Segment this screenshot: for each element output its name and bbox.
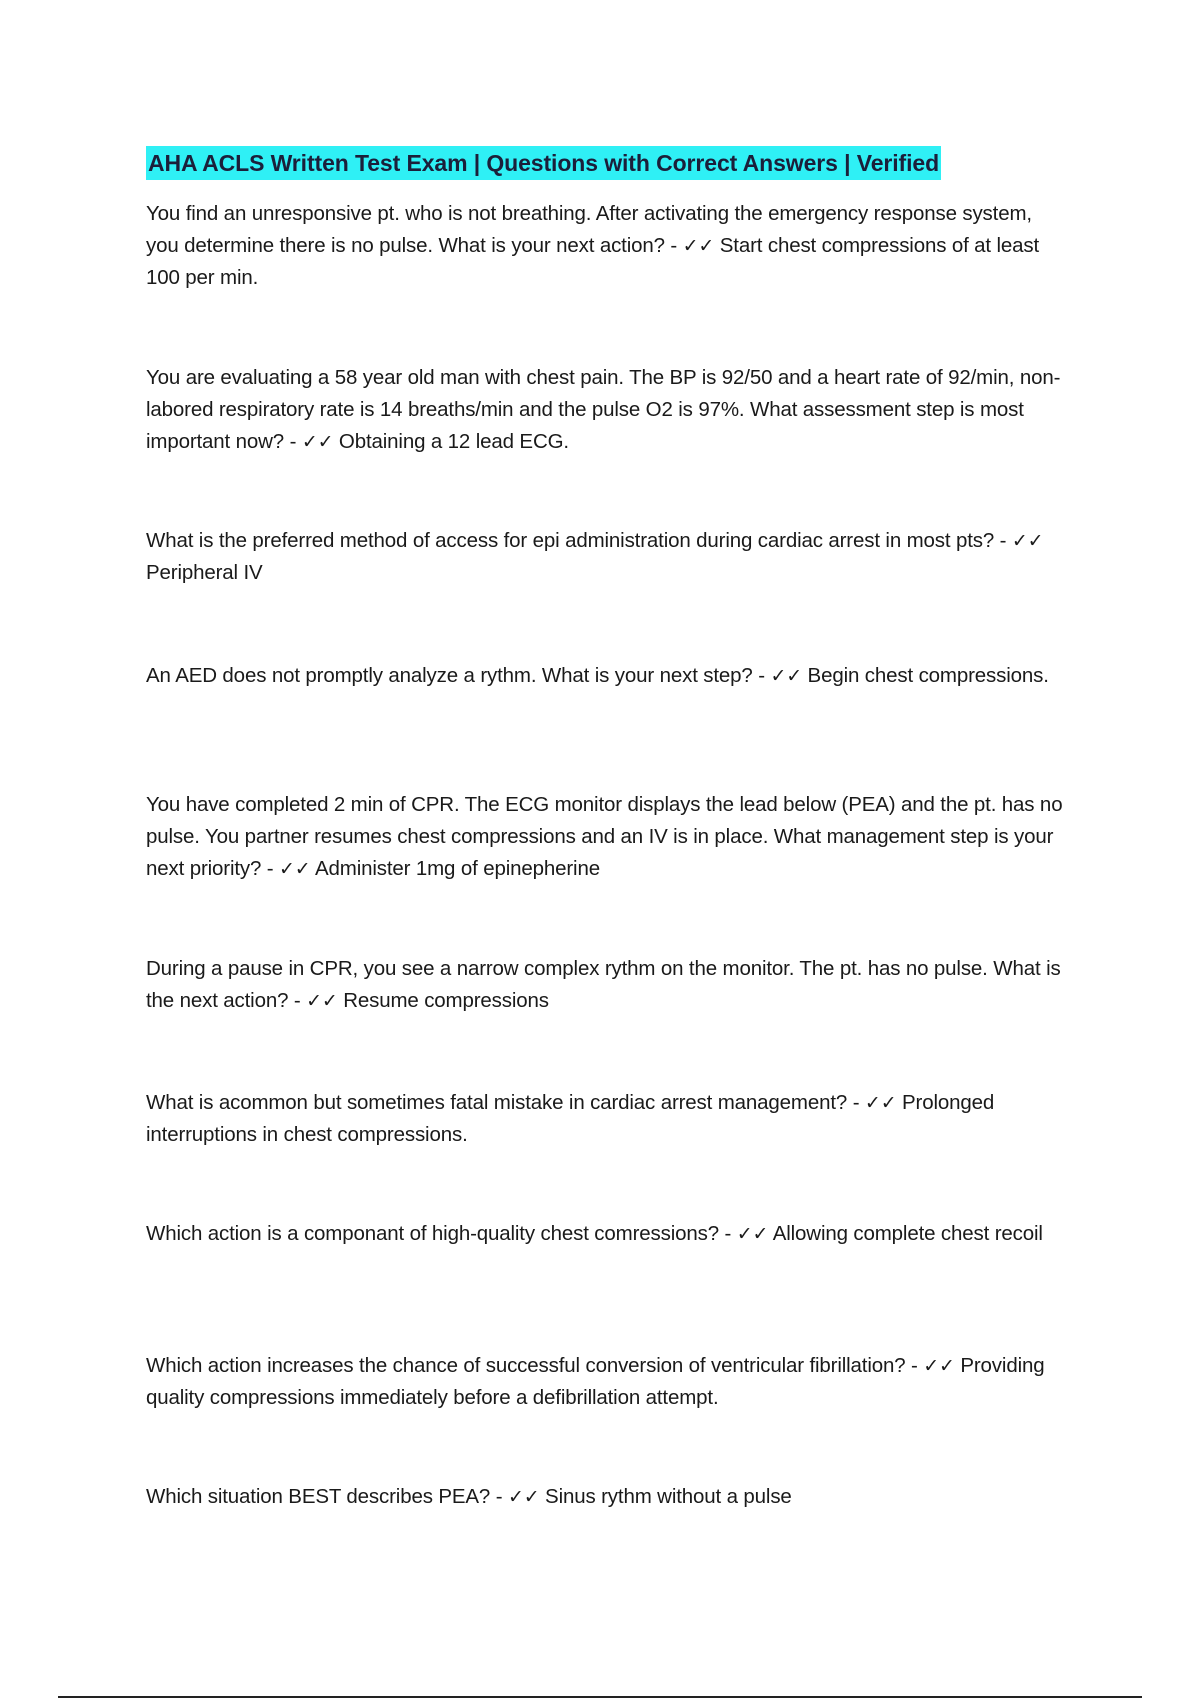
answer-text: Start chest compressions of at least 100 per min. (146, 234, 1040, 289)
answer-text: Allowing complete chest recoil (772, 1222, 1043, 1245)
question-text: You find an unresponsive pt. who is not breathing. After activating the emergency response system, you determine there is no pulse. What is your next action? - (146, 202, 1032, 257)
qa-item-3 (146, 525, 1066, 589)
qa-item-4 (146, 660, 1066, 692)
question-text: Which situation BEST describes PEA? - (146, 1485, 503, 1508)
question-text: What is the preferred method of access for epi administration during cardiac arrest in most pts? - (146, 529, 1007, 552)
qa-item-9 (146, 1350, 1066, 1414)
answer-text: Resume compressions (343, 989, 549, 1012)
qa-item-1 (146, 198, 1066, 294)
question-text: You are evaluating a 58 year old man with chest pain. The BP is 92/50 and a heart rate of 92/min, non-labored respiratory rate is 14 breaths/min and the pulse O2 is 97%. What assessment step is most important now? - (146, 366, 1061, 453)
document-title: AHA ACLS Written Test Exam | Questions with Correct Answers | Verified (146, 146, 941, 180)
check-icon: ✓✓ (507, 1486, 540, 1508)
check-icon: ✓✓ (301, 431, 334, 453)
qa-item-8 (146, 1218, 1066, 1250)
answer-text: Sinus rythm without a pulse (545, 1485, 792, 1508)
answer-text: Administer 1mg of epinepherine (315, 857, 600, 880)
check-icon: ✓✓ (770, 665, 802, 687)
answer-text: Providing quality compressions immediately before a defibrillation attempt. (146, 1354, 1045, 1409)
qa-item-5 (146, 789, 1066, 885)
check-icon: ✓✓ (864, 1092, 897, 1114)
question-text: During a pause in CPR, you see a narrow complex rythm on the monitor. The pt. has no pulse. What is the next action? - (146, 957, 1061, 1012)
check-icon: ✓✓ (279, 858, 311, 880)
question-text: You have completed 2 min of CPR. The ECG monitor displays the lead below (PEA) and the pt. has no pulse. You partner resumes chest compressions and an IV is in place. What management step is your next priority? - (146, 793, 1063, 880)
qa-item-2 (146, 362, 1066, 458)
check-icon: ✓✓ (306, 990, 338, 1012)
qa-item-6 (146, 953, 1066, 1017)
check-icon: ✓✓ (923, 1355, 955, 1377)
answer-text: Obtaining a 12 lead ECG. (338, 430, 569, 453)
check-icon: ✓✓ (736, 1223, 769, 1245)
answer-text: Begin chest compressions. (807, 664, 1049, 687)
check-icon: ✓✓ (682, 235, 715, 257)
question-text: Which action increases the chance of successful conversion of ventricular fibrillation? - (146, 1354, 918, 1377)
question-text: An AED does not promptly analyze a rythm. What is your next step? - (146, 664, 765, 687)
check-icon: ✓✓ (1011, 530, 1044, 552)
question-text: What is acommon but sometimes fatal mistake in cardiac arrest management? - (146, 1091, 860, 1114)
qa-item-7 (146, 1087, 1066, 1151)
qa-item-10 (146, 1481, 1066, 1513)
answer-text: Peripheral IV (146, 561, 263, 584)
answer-text: Prolonged interruptions in chest compressions. (146, 1091, 995, 1146)
question-text: Which action is a componant of high-quality chest comressions? - (146, 1222, 732, 1245)
footer-divider (58, 1696, 1142, 1698)
